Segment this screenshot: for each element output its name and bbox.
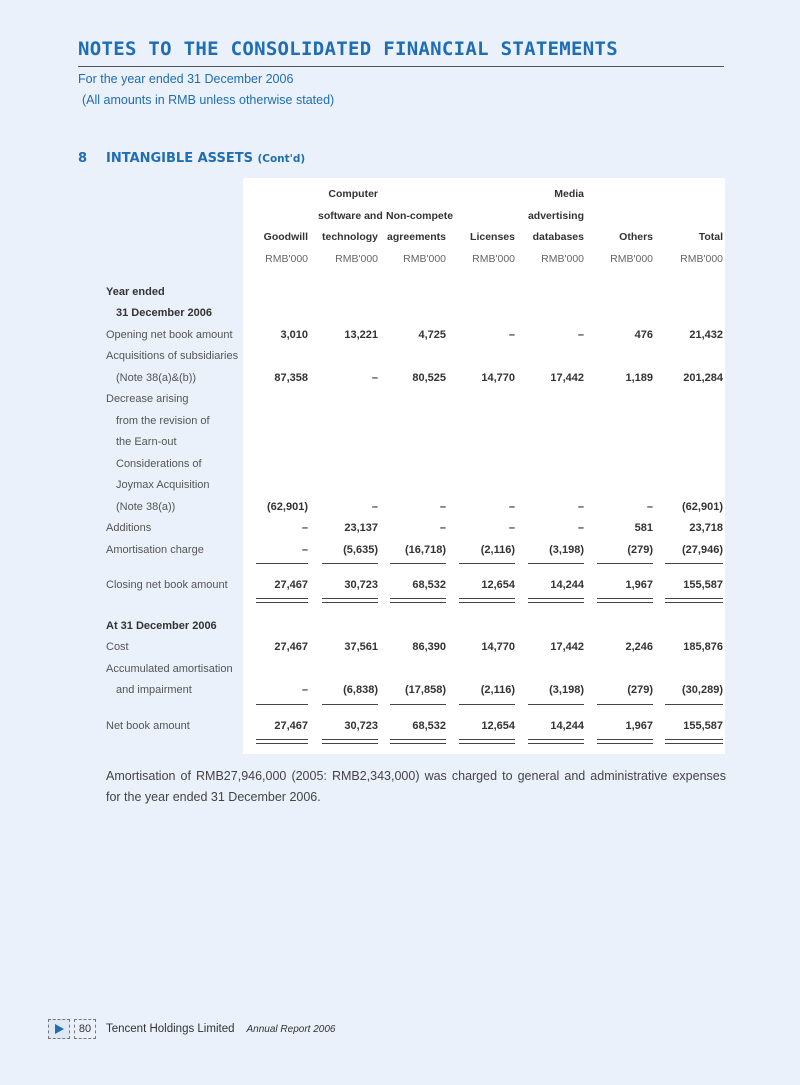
table-cell: 23,718 [689, 522, 723, 534]
subtotal-rule [459, 704, 515, 705]
subtotal-rule [528, 704, 584, 705]
total-rule [597, 739, 653, 744]
table-cell: – [646, 501, 653, 513]
table-cell: – [577, 501, 584, 513]
col-unit: RMB'000 [403, 253, 446, 265]
row-label-date: 31 December 2006 [116, 307, 213, 319]
total-rule [322, 739, 378, 744]
row-label-year-ended: Year ended [106, 286, 165, 298]
table-cell: (5,635) [343, 544, 378, 556]
col-header-noncompete: agreements [387, 231, 446, 243]
table-cell: 27,467 [274, 641, 308, 653]
table-cell: 13,221 [344, 329, 378, 341]
table-cell: 30,723 [344, 720, 378, 732]
total-rule [459, 598, 515, 603]
table-cell: 27,467 [274, 579, 308, 591]
table-cell: (16,718) [405, 544, 446, 556]
table-cell: (17,858) [405, 684, 446, 696]
row-label-net-book: Net book amount [106, 720, 190, 732]
table-cell: 155,587 [683, 720, 723, 732]
company-name: Tencent Holdings Limited [106, 1023, 235, 1035]
table-cell: – [301, 684, 308, 696]
row-label-decrease-cont: Considerations of [116, 458, 202, 470]
table-cell: 581 [634, 522, 653, 534]
col-header-goodwill: Goodwill [263, 231, 308, 243]
col-header-line: Computer [328, 188, 378, 200]
play-triangle-icon [48, 1019, 70, 1039]
subtotal-rule [597, 704, 653, 705]
report-name: Annual Report 2006 [246, 1023, 336, 1035]
col-unit: RMB'000 [610, 253, 653, 265]
total-rule [665, 739, 723, 744]
subtotal-rule [390, 704, 446, 705]
table-cell: (6,838) [343, 684, 378, 696]
table-cell: 12,654 [481, 720, 515, 732]
subtotal-rule [322, 704, 378, 705]
table-cell: 12,654 [481, 579, 515, 591]
table-cell: (3,198) [549, 684, 584, 696]
table-cell: 14,770 [481, 641, 515, 653]
row-label-note: (Note 38(a)&(b)) [116, 372, 197, 384]
col-header-licenses: Licenses [470, 231, 515, 243]
row-label-decrease-cont: Joymax Acquisition [116, 479, 210, 491]
table-cell: – [508, 329, 515, 341]
table-cell: 68,532 [412, 579, 446, 591]
subtotal-rule [665, 563, 723, 564]
table-cell: – [508, 501, 515, 513]
subtotal-rule [528, 563, 584, 564]
section-suffix: (Cont'd) [257, 153, 306, 165]
section-number: 8 [78, 151, 88, 166]
table-cell: (30,289) [682, 684, 723, 696]
table-cell: 27,467 [274, 720, 308, 732]
col-header-line: software and [318, 210, 383, 222]
table-cell: 14,244 [550, 579, 584, 591]
col-unit: RMB'000 [541, 253, 584, 265]
row-label-cost: Cost [106, 641, 129, 653]
col-header-line: advertising [527, 210, 584, 222]
table-cell: (2,116) [480, 544, 515, 556]
table-cell: (27,946) [682, 544, 723, 556]
table-cell: 2,246 [625, 641, 653, 653]
subtotal-rule [390, 563, 446, 564]
table-cell: 14,244 [550, 720, 584, 732]
row-label-decrease-cont: from the revision of [116, 415, 210, 427]
row-label-additions: Additions [106, 522, 152, 534]
subtotal-rule [459, 563, 515, 564]
row-label-decrease-cont: the Earn-out [116, 436, 177, 448]
table-cell: 1,967 [625, 720, 653, 732]
total-rule [322, 598, 378, 603]
row-label-opening: Opening net book amount [106, 329, 233, 341]
row-label-acquisitions: Acquisitions of subsidiaries [106, 350, 239, 362]
col-unit: RMB'000 [265, 253, 308, 265]
total-rule [256, 739, 308, 744]
amortisation-paragraph: Amortisation of RMB27,946,000 (2005: RMB2,343,000) was charged to general and administrative expenses for the year ended 31 December 2006. [106, 769, 726, 804]
table-cell: 201,284 [683, 372, 723, 384]
total-rule [528, 598, 584, 603]
total-rule [390, 598, 446, 603]
col-header-total: Total [698, 231, 723, 243]
subtotal-rule [322, 563, 378, 564]
col-unit: RMB'000 [472, 253, 515, 265]
row-label-note: (Note 38(a)) [116, 501, 176, 513]
table-cell: – [371, 372, 378, 384]
table-cell: (62,901) [267, 501, 308, 513]
amounts-note: (All amounts in RMB unless otherwise stated) [82, 93, 335, 107]
subtotal-rule [665, 704, 723, 705]
page-number: 80 [74, 1019, 96, 1039]
table-cell: 476 [634, 329, 653, 341]
total-rule [528, 739, 584, 744]
col-unit: RMB'000 [335, 253, 378, 265]
total-rule [390, 739, 446, 744]
subtotal-rule [597, 563, 653, 564]
row-label-impairment: and impairment [116, 684, 192, 696]
table-cell: – [577, 522, 584, 534]
col-header-line: Media [554, 188, 584, 200]
row-label-accumulated: Accumulated amortisation [106, 663, 233, 675]
table-cell: – [301, 522, 308, 534]
table-cell: (3,198) [549, 544, 584, 556]
table-cell: 80,525 [412, 372, 446, 384]
page-subtitle: For the year ended 31 December 2006 [78, 72, 294, 86]
table-cell: – [371, 501, 378, 513]
table-cell: 3,010 [280, 329, 308, 341]
table-cell: 68,532 [412, 720, 446, 732]
table-cell: – [301, 544, 308, 556]
table-cell: – [577, 329, 584, 341]
section-heading [78, 151, 305, 166]
table-cell: 37,561 [344, 641, 378, 653]
table-cell: 30,723 [344, 579, 378, 591]
table-cell: 86,390 [412, 641, 446, 653]
table-cell: (2,116) [480, 684, 515, 696]
table-cell: 17,442 [550, 641, 584, 653]
header-rule [78, 66, 724, 67]
table-cell: 17,442 [550, 372, 584, 384]
table-cell: 1,967 [625, 579, 653, 591]
table-cell: (279) [627, 684, 653, 696]
total-rule [459, 739, 515, 744]
table-cell: 14,770 [481, 372, 515, 384]
table-cell: 21,432 [689, 329, 723, 341]
table-cell: – [439, 501, 446, 513]
table-cell: – [439, 522, 446, 534]
table-cell: 155,587 [683, 579, 723, 591]
table-cell: 1,189 [625, 372, 653, 384]
subtotal-rule [256, 563, 308, 564]
table-cell: 87,358 [274, 372, 308, 384]
table-cell: (279) [627, 544, 653, 556]
table-cell: (62,901) [682, 501, 723, 513]
col-header-software: technology [321, 231, 378, 243]
table-cell: 185,876 [683, 641, 723, 653]
row-label-decrease: Decrease arising [106, 393, 189, 405]
section-title: INTANGIBLE ASSETS [106, 151, 253, 166]
row-label-at-date: At 31 December 2006 [106, 620, 217, 632]
col-unit: RMB'000 [680, 253, 723, 265]
total-rule [256, 598, 308, 603]
row-label-amortisation: Amortisation charge [106, 544, 204, 556]
col-header-others: Others [619, 231, 653, 243]
table-cell: 4,725 [418, 329, 446, 341]
table-cell: 23,137 [344, 522, 378, 534]
subtotal-rule [256, 704, 308, 705]
table-cell: – [508, 522, 515, 534]
page-footer [48, 1019, 335, 1039]
total-rule [597, 598, 653, 603]
total-rule [665, 598, 723, 603]
page-title: NOTES TO THE CONSOLIDATED FINANCIAL STATEMENTS [78, 38, 618, 60]
row-label-closing: Closing net book amount [106, 579, 228, 591]
col-header-line: Non-compete [386, 210, 454, 222]
col-header-media: databases [532, 231, 584, 243]
